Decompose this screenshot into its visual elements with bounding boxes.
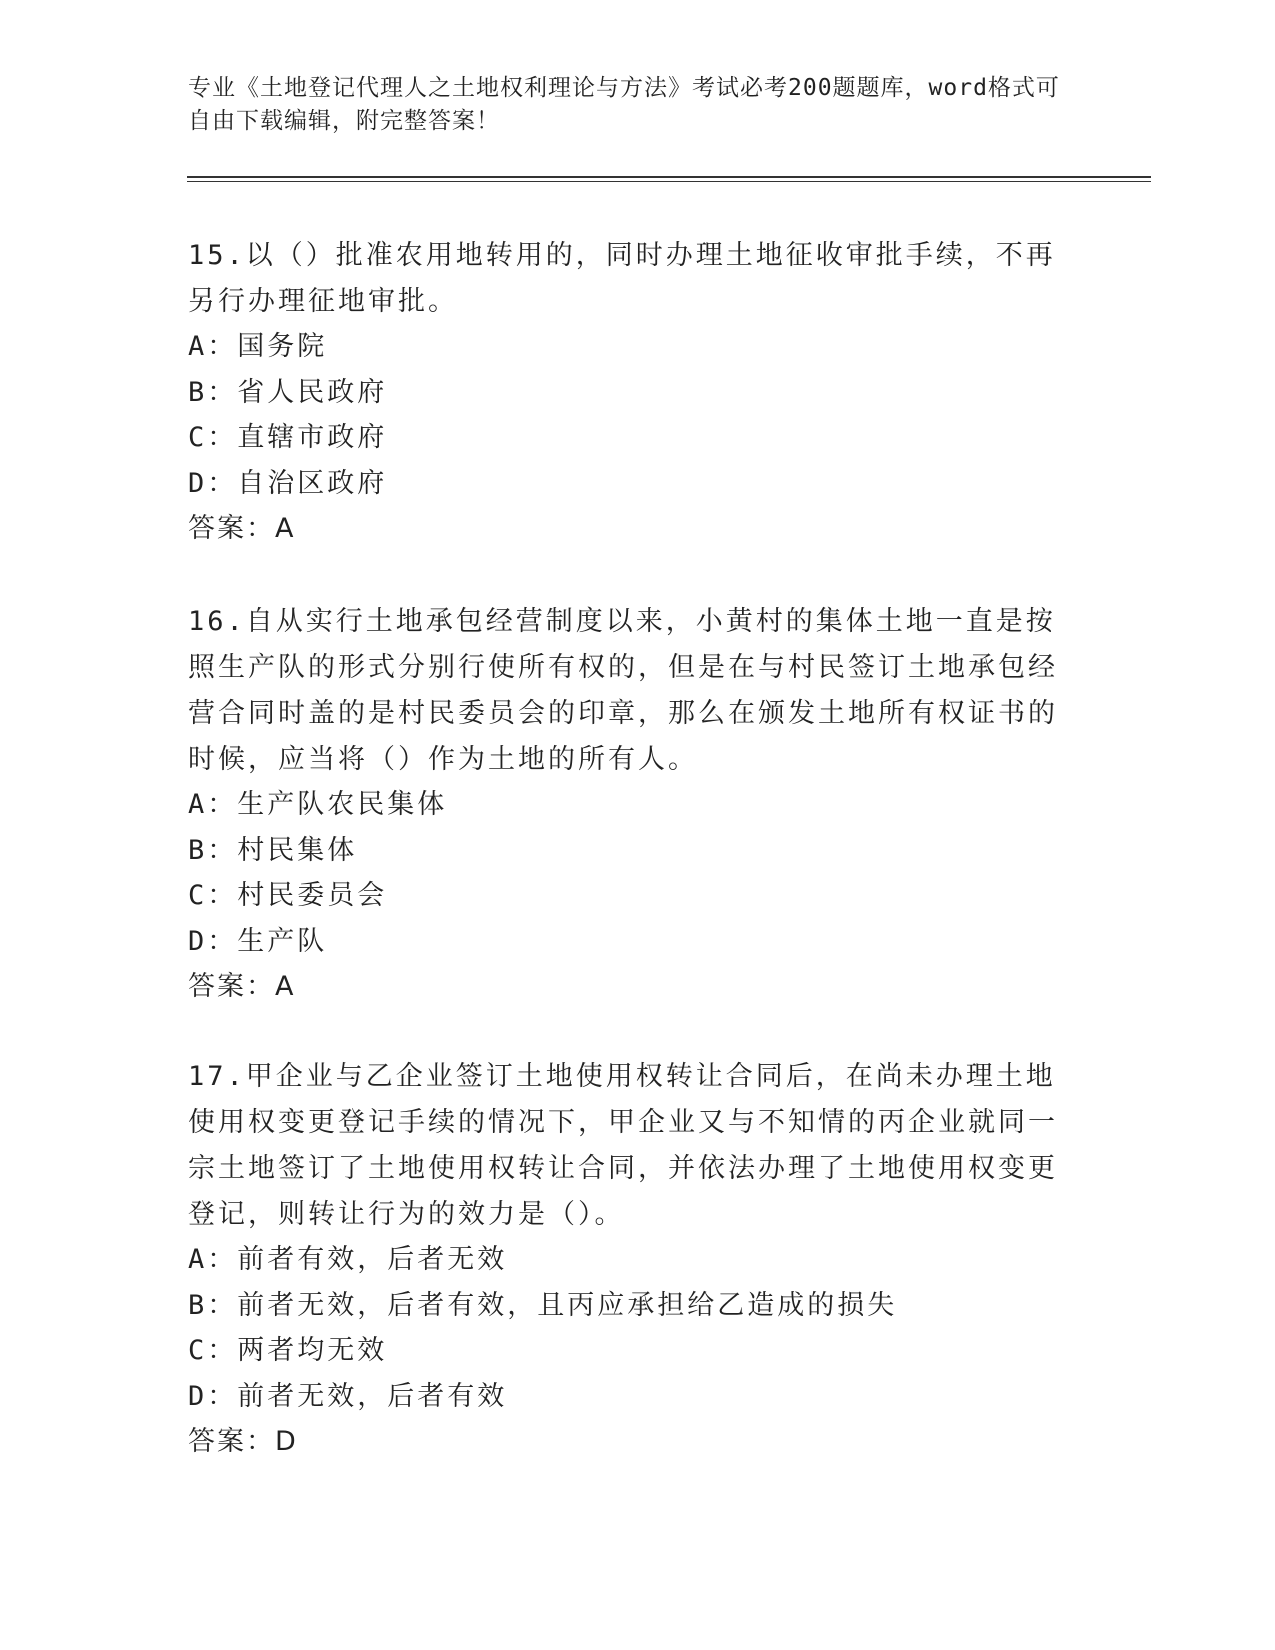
header-divider-thick [187, 176, 1151, 178]
question-15 [188, 233, 1078, 552]
option-a: A：前者有效，后者无效 [188, 1244, 508, 1275]
document-header: 专业《土地登记代理人之土地权利理论与方法》考试必考200题题库，word格式可自由下载编辑，附完整答案！ [188, 75, 1060, 134]
option-b: B：前者无效，后者有效，且丙应承担给乙造成的损失 [188, 1289, 898, 1321]
option-c: C：村民委员会 [188, 880, 388, 911]
option-b: B：省人民政府 [188, 376, 388, 408]
option-d: D：生产队 [188, 925, 328, 957]
question-17 [188, 1054, 1078, 1465]
question-stem: 17.甲企业与乙企业签订土地使用权转让合同后，在尚未办理土地使用权变更登记手续的情况下，甲企业又与不知情的丙企业就同一宗土地签订了土地使用权转让合同，并依法办理了土地使用权变更登记，则转让行为的效力是（）。 [188, 1061, 1058, 1230]
option-c: C：两者均无效 [188, 1335, 388, 1366]
answer-line: 答案：D [188, 1426, 298, 1457]
question-stem: 16.自从实行土地承包经营制度以来，小黄村的集体土地一直是按照生产队的形式分别行使所有权的，但是在与村民签订土地承包经营合同时盖的是村民委员会的印章，那么在颁发土地所有权证书的时候，应当将（）作为土地的所有人。 [188, 606, 1058, 775]
header-divider-thin [187, 181, 1151, 182]
option-d: D：前者无效，后者有效 [188, 1380, 508, 1412]
question-stem: 15.以（）批准农用地转用的，同时办理土地征收审批手续，不再另行办理征地审批。 [188, 240, 1056, 317]
answer-line: 答案：A [188, 513, 296, 544]
option-d: D：自治区政府 [188, 467, 388, 499]
option-b: B：村民集体 [188, 834, 358, 866]
option-c: C：直辖市政府 [188, 422, 388, 453]
option-a: A：国务院 [188, 331, 328, 362]
option-a: A：生产队农民集体 [188, 789, 448, 820]
answer-line: 答案：A [188, 971, 296, 1002]
question-16 [188, 599, 1078, 1010]
